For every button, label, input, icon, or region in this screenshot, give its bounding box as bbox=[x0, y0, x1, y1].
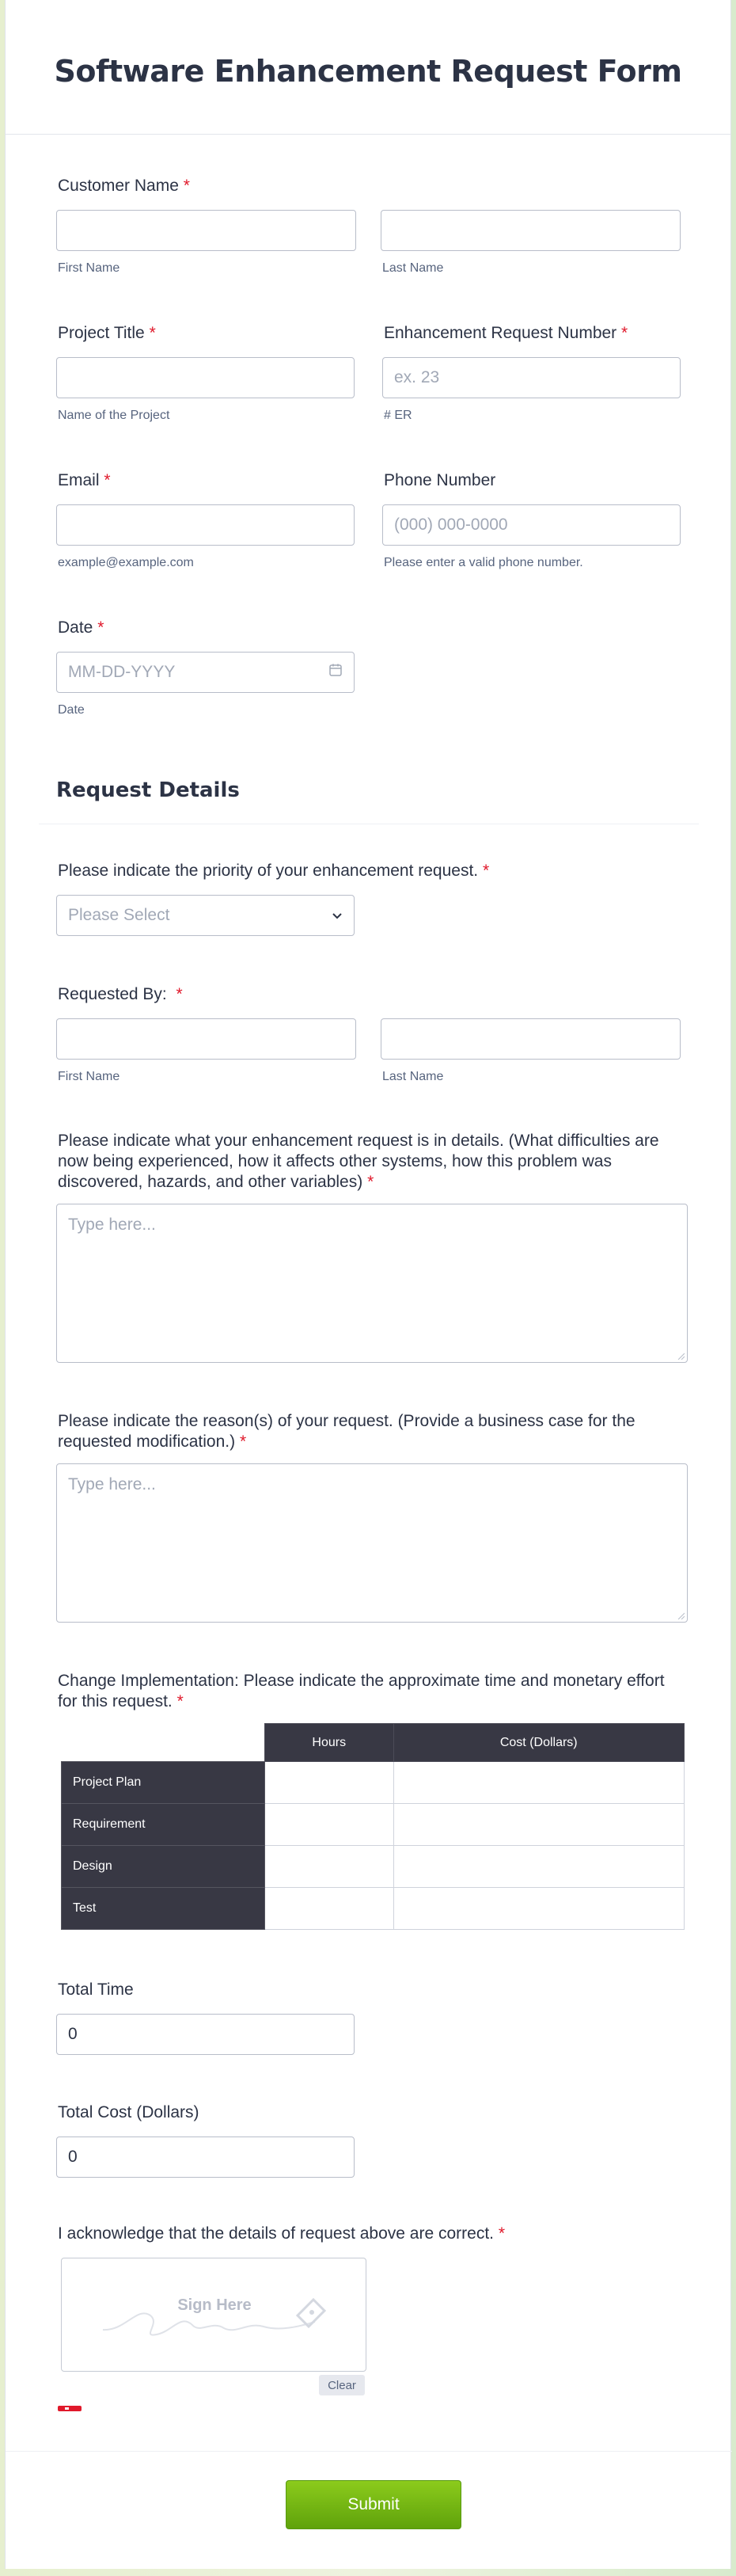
email-input[interactable] bbox=[56, 504, 355, 546]
priority-label: Please indicate the priority of your enhancement request. * bbox=[58, 862, 490, 880]
submit-button[interactable]: Submit bbox=[286, 2480, 461, 2529]
table-row bbox=[62, 1888, 685, 1930]
change-implementation-label: Change Implementation: Please indicate the approximate time and monetary effort for this request. * bbox=[58, 1672, 665, 1710]
total-time-input[interactable] bbox=[56, 2014, 355, 2055]
clear-signature-button[interactable]: Clear bbox=[319, 2375, 365, 2395]
sign-here-placeholder: Sign Here bbox=[177, 2296, 252, 2314]
test-hours-cell[interactable] bbox=[265, 1888, 394, 1930]
customer-name-label: Customer Name * bbox=[58, 177, 190, 195]
resize-handle-icon[interactable] bbox=[677, 1352, 685, 1360]
phone-sublabel: Please enter a valid phone number. bbox=[384, 556, 583, 569]
requirement-hours-cell[interactable] bbox=[265, 1804, 394, 1846]
requested-by-last-name-sublabel: Last Name bbox=[382, 1070, 444, 1083]
date-placeholder: MM-DD-YYYY bbox=[68, 663, 176, 681]
requested-by-first-name-input[interactable] bbox=[56, 1018, 356, 1060]
priority-select[interactable] bbox=[56, 895, 355, 936]
calendar-icon[interactable] bbox=[328, 663, 343, 682]
project-plan-cost-cell[interactable] bbox=[393, 1762, 685, 1804]
table-corner bbox=[62, 1724, 265, 1762]
customer-last-name-input[interactable] bbox=[381, 210, 681, 251]
form-header bbox=[6, 0, 730, 135]
footer-divider bbox=[6, 2451, 732, 2452]
signature-pad[interactable] bbox=[61, 2258, 366, 2372]
priority-selected-value: Please Select bbox=[68, 906, 170, 924]
row-header-design: Design bbox=[62, 1846, 265, 1888]
requested-by-label: Requested By: * bbox=[58, 985, 183, 1003]
column-header-cost: Cost (Dollars) bbox=[393, 1724, 685, 1762]
acknowledge-label: I acknowledge that the details of request above are correct. * bbox=[58, 2224, 506, 2243]
project-title-label: Project Title * bbox=[58, 324, 156, 342]
resize-handle-icon[interactable] bbox=[677, 1611, 685, 1619]
total-cost-input[interactable] bbox=[56, 2137, 355, 2178]
change-implementation-table bbox=[61, 1723, 685, 1930]
test-cost-cell[interactable] bbox=[393, 1888, 685, 1930]
customer-first-name-input[interactable] bbox=[56, 210, 356, 251]
total-time-value: 0 bbox=[68, 2025, 78, 2043]
table-row bbox=[62, 1804, 685, 1846]
details-textarea[interactable] bbox=[56, 1204, 688, 1363]
details-placeholder: Type here... bbox=[68, 1216, 156, 1234]
date-sublabel: Date bbox=[58, 703, 85, 717]
row-header-test: Test bbox=[62, 1888, 265, 1930]
enhancement-number-placeholder: ex. 23 bbox=[394, 368, 440, 386]
customer-last-name-sublabel: Last Name bbox=[382, 261, 444, 275]
date-input[interactable] bbox=[56, 652, 355, 693]
enhancement-number-sublabel: # ER bbox=[384, 409, 412, 422]
customer-first-name-sublabel: First Name bbox=[58, 261, 120, 275]
project-title-sublabel: Name of the Project bbox=[58, 409, 170, 422]
requirement-cost-cell[interactable] bbox=[393, 1804, 685, 1846]
form-card bbox=[5, 0, 731, 2569]
error-indicator bbox=[58, 2406, 82, 2411]
enhancement-number-label: Enhancement Request Number * bbox=[384, 324, 628, 342]
request-details-heading: Request Details bbox=[56, 778, 240, 802]
total-cost-label: Total Cost (Dollars) bbox=[58, 2103, 199, 2121]
requested-by-first-name-sublabel: First Name bbox=[58, 1070, 120, 1083]
total-time-label: Total Time bbox=[58, 1981, 134, 1999]
project-title-input[interactable] bbox=[56, 357, 355, 398]
phone-label: Phone Number bbox=[384, 471, 496, 489]
email-label: Email * bbox=[58, 471, 111, 489]
reasons-label: Please indicate the reason(s) of your request. (Provide a business case for the requested modification.) * bbox=[58, 1412, 635, 1451]
row-header-project-plan: Project Plan bbox=[62, 1762, 265, 1804]
phone-placeholder: (000) 000-0000 bbox=[394, 516, 508, 534]
enhancement-number-input[interactable] bbox=[382, 357, 681, 398]
reasons-placeholder: Type here... bbox=[68, 1475, 156, 1493]
form-title: Software Enhancement Request Form bbox=[54, 53, 682, 89]
column-header-hours: Hours bbox=[265, 1724, 394, 1762]
phone-input[interactable] bbox=[382, 504, 681, 546]
reasons-textarea[interactable] bbox=[56, 1463, 688, 1623]
details-label: Please indicate what your enhancement request is in details. (What difficulties are now being experienced, how it affects other systems, how this problem was discovered, hazards, and other variables) * bbox=[58, 1132, 659, 1191]
project-plan-hours-cell[interactable] bbox=[265, 1762, 394, 1804]
total-cost-value: 0 bbox=[68, 2148, 78, 2166]
chevron-down-icon bbox=[332, 906, 343, 925]
date-label: Date * bbox=[58, 618, 104, 637]
table-row bbox=[62, 1846, 685, 1888]
table-row bbox=[62, 1762, 685, 1804]
row-header-requirement: Requirement bbox=[62, 1804, 265, 1846]
email-sublabel: example@example.com bbox=[58, 556, 194, 569]
design-cost-cell[interactable] bbox=[393, 1846, 685, 1888]
design-hours-cell[interactable] bbox=[265, 1846, 394, 1888]
requested-by-last-name-input[interactable] bbox=[381, 1018, 681, 1060]
